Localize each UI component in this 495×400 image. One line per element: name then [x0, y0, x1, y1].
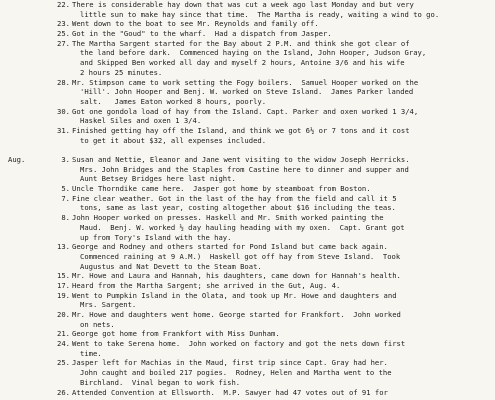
entry-text: Got one gondola load of hay from the Island. Capt. Parker and oxen worked 1 3/4, [72, 106, 419, 116]
diary-continuation-line [0, 378, 495, 388]
day-number: 25. [57, 358, 70, 368]
day-number: 28. [57, 77, 70, 87]
day-number: 19. [57, 290, 70, 300]
diary-continuation-line [0, 136, 495, 146]
diary-continuation-line [0, 262, 495, 272]
entry-text: little sun to make hay since that time. The Martha is ready, waiting a wind to go. [80, 9, 440, 19]
entry-text: Birchland. Vinal began to work fish. [80, 377, 241, 387]
entry-text: George got home from Frankfort with Miss Dunham. [72, 329, 280, 339]
diary-entry-line [0, 19, 495, 29]
diary-continuation-line [0, 368, 495, 378]
diary-continuation-line [0, 48, 495, 58]
entry-text: George and Rodney and others started for Pond Island but came back again. [72, 242, 388, 252]
entry-text: time. [80, 348, 102, 358]
diary-entry-line [0, 155, 495, 165]
month-label: Aug. [8, 155, 26, 164]
diary-entry-line [0, 29, 495, 39]
day-number: 17. [57, 280, 70, 290]
day-number: 24. [57, 339, 70, 349]
day-number: 7. [61, 193, 70, 203]
diary-entry-line [0, 0, 495, 10]
entry-text: John Hooper worked on presses. Haskell and Mr. Smith worked painting the [72, 213, 384, 223]
day-number: 5. [61, 184, 70, 194]
diary-entry-line [0, 339, 495, 349]
entry-text: Augustus and Nat Devett to the Steam Boat. [80, 261, 262, 271]
diary-entry-line [0, 39, 495, 49]
entry-text: Went down to the boat to see Mr. Reynolds and family off. [72, 19, 319, 29]
diary-continuation-line [0, 349, 495, 359]
diary-entry-line [0, 213, 495, 223]
diary-continuation-line [0, 252, 495, 262]
diary-continuation-line [0, 87, 495, 97]
day-number: 8. [61, 213, 70, 223]
entry-text: 'Hill'. John Hooper and Benj. W. worked on Steve Island. James Parker landed [80, 87, 414, 97]
entry-text: Finished getting hay off the Island, and think we got 6½ or 7 tons and it cost [72, 125, 410, 135]
day-number: 23. [57, 19, 70, 29]
entry-text: 2 hours 25 minutes. [80, 67, 163, 77]
entry-text: salt. James Eaton worked 8 hours, poorly. [80, 96, 267, 106]
entry-text: John caught and boiled 217 pogies. Rodney, Helen and Martha went to the [80, 368, 392, 378]
entry-text: Mrs. Sargent. [80, 300, 137, 310]
entry-text: Mr. Howe and Laura and Hannah, his daughters, came down for Hannah's health. [72, 271, 401, 281]
diary-entry-line [0, 126, 495, 136]
entry-text: Got in the "Goud" to the wharf. Had a dispatch from Jasper. [72, 29, 332, 39]
diary-entry-line [0, 329, 495, 339]
diary-entry-line [0, 388, 495, 398]
diary-entry-line [0, 358, 495, 368]
diary-entry-line [0, 107, 495, 117]
entry-text: Attended Convention at Ellsworth. M.P. Sawyer had 47 votes out of 91 for [72, 387, 388, 397]
entry-text: on nets. [80, 319, 115, 329]
diary-continuation-line [0, 58, 495, 68]
day-number: 22. [57, 0, 70, 9]
diary-continuation-line [0, 300, 495, 310]
diary-continuation-line [0, 97, 495, 107]
entry-text: Commenced raining at 9 A.M.) Haskell got off hay from Steve Island. Took [80, 251, 401, 261]
entry-text: Mr. Stimpson came to work setting the Fogy boilers. Samuel Hooper worked on the [72, 77, 419, 87]
entry-text: up from Tory's Island with the hay. [80, 232, 232, 242]
entry-text: Haskel Siles and oxen 1 3/4. [80, 116, 202, 126]
day-number: 27. [57, 38, 70, 48]
day-number: 20. [57, 310, 70, 319]
diary-entry-line [0, 310, 495, 320]
diary-continuation-line [0, 174, 495, 184]
diary-entry-line [0, 271, 495, 281]
diary-continuation-line [0, 320, 495, 330]
diary-continuation-line [0, 223, 495, 233]
diary-entry-line [0, 291, 495, 301]
diary-continuation-line [0, 203, 495, 213]
entry-text: Mr. Howe and daughters went home. George started for Frankfort. John worked [72, 310, 401, 319]
diary-continuation-line [0, 165, 495, 175]
diary-entry-line [0, 281, 495, 291]
entry-text: Went to take Serena home. John worked on factory and got the nets down first [72, 339, 406, 349]
day-number: 3. [61, 155, 70, 164]
entry-text: Uncle Thorndike came here. Jasper got home by steamboat from Boston. [72, 184, 371, 194]
diary-entry-line [0, 184, 495, 194]
section-gap [0, 145, 495, 155]
day-number: 31. [57, 125, 70, 135]
entry-text: Maud. Benj. W. worked ½ day hauling heading with my oxen. Capt. Grant got [80, 222, 405, 232]
entry-text: Heard from the Martha Sargent; she arrived in the Gut, Aug. 4. [72, 280, 341, 290]
diary-continuation-line [0, 116, 495, 126]
day-number: 21. [57, 329, 70, 339]
entry-text: to get it about $32, all expenses included. [80, 135, 267, 145]
day-number: 26. [57, 387, 70, 397]
day-number: 25. [57, 29, 70, 39]
entry-text: Aunt Betsey Bridges here last night. [80, 174, 236, 184]
entry-text: Jasper left for Machias in the Maud, first trip since Capt. Gray had her. [72, 358, 388, 368]
diary-entry-line [0, 194, 495, 204]
entry-text: tons, same as last year, costing altogether about $16 including the teas. [80, 203, 396, 213]
entry-text: and Skipped Ben worked all day and myself 2 hours, Antoine 3/6 and his wife [80, 58, 405, 68]
entry-text: Went to Pumpkin Island in the Olata, and took up Mr. Howe and daughters and [72, 290, 397, 300]
day-number: 30. [57, 106, 70, 116]
entry-text: The Martha Sargent started for the Bay about 2 P.M. and think she got clear of [72, 38, 410, 48]
diary-continuation-line [0, 10, 495, 20]
diary-continuation-line [0, 68, 495, 78]
day-number: 13. [57, 242, 70, 252]
diary-continuation-line [0, 233, 495, 243]
diary-entry-line [0, 78, 495, 88]
diary-entry-line [0, 242, 495, 252]
entry-text: Fine clear weather. Got in the last of the hay from the field and call it 5 [72, 193, 397, 203]
entry-text: the land before dark. Commenced haying on the Island, John Hooper, Judson Gray, [80, 48, 427, 58]
entry-text: There is considerable hay down that was cut a week ago last Monday and but very [72, 0, 414, 9]
day-number: 15. [57, 271, 70, 281]
entry-text: Susan and Nettie, Eleanor and Jane went visiting to the widow Joseph Herricks. [72, 155, 410, 164]
entry-text: Mrs. John Bridges and the Staples from Castine here to dinner and supper and [80, 164, 409, 174]
